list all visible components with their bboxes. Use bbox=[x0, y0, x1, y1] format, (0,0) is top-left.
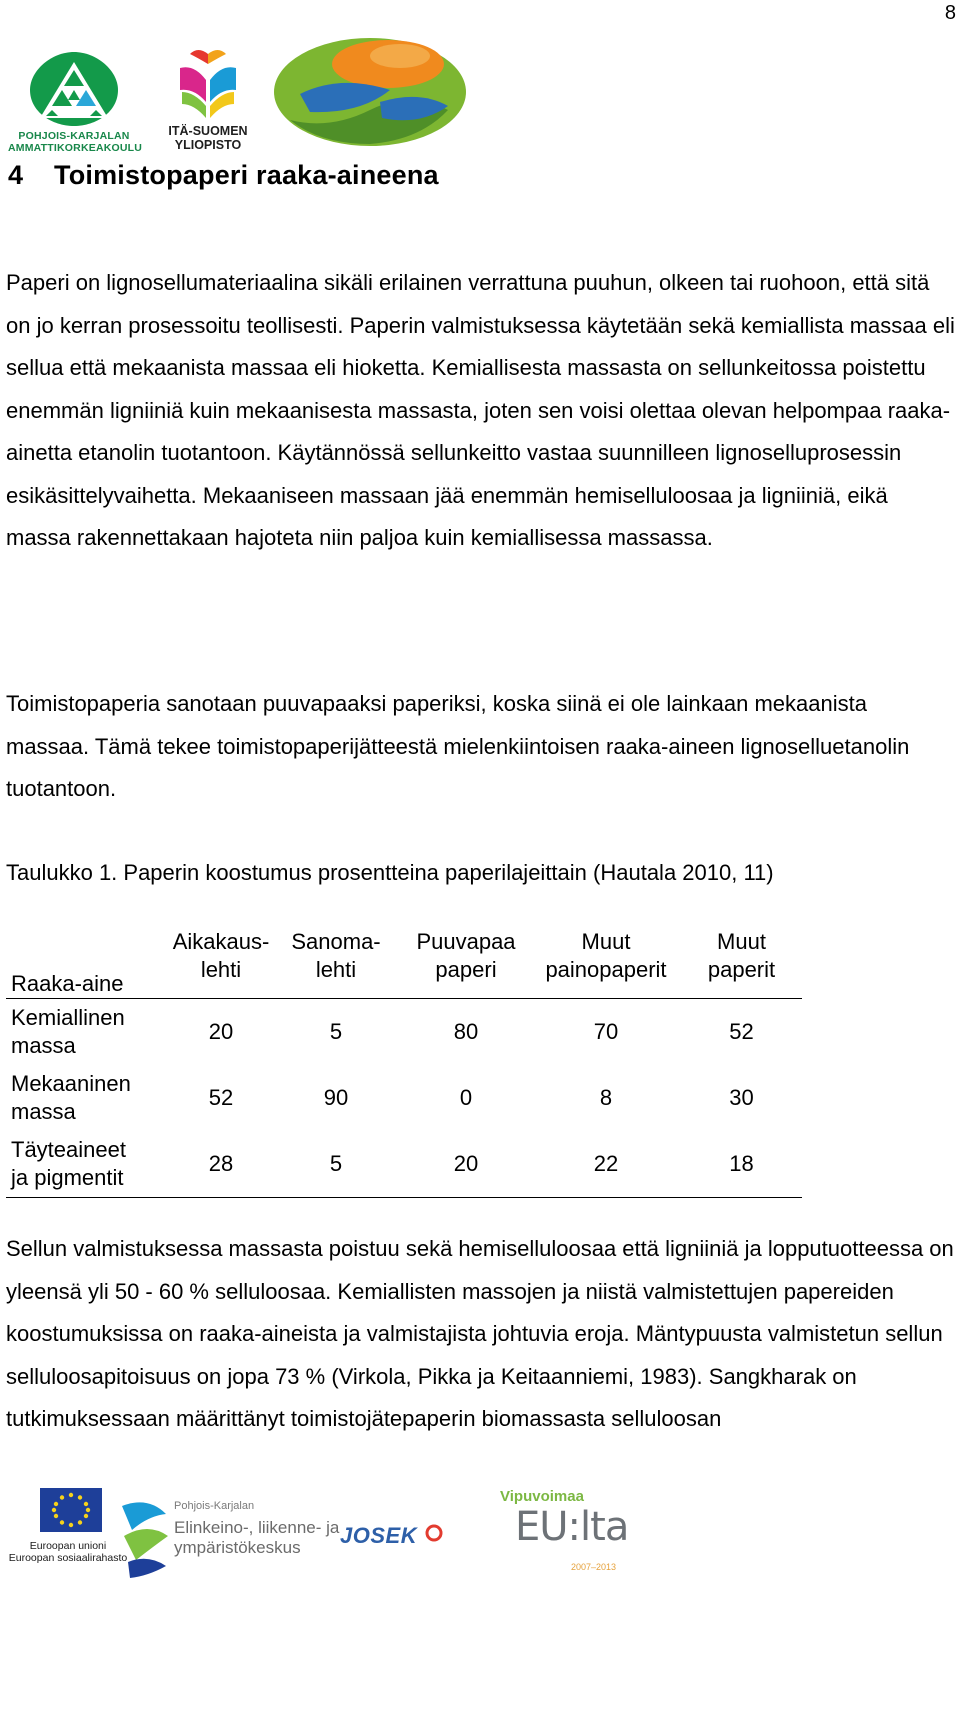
table-row bbox=[6, 1065, 802, 1131]
table-cell: 22 bbox=[593, 1151, 619, 1176]
table-cell: 0 bbox=[459, 1085, 473, 1110]
eu-caption-line-2: Euroopan sosiaalirahasto bbox=[8, 1552, 128, 1564]
paragraph-3: Sellun valmistuksessa massasta poistuu sekä hemiselluloosaa että ligniiniä ja lopputuotteessa on yleensä yli 50 - 60 % selluloosaa. Kemiallisten massojen ja niistä valmistettujen papereiden koostumuksissa on raaka-aineista ja valmistajista johtuvia eroja. Mäntypuusta valmistetun sellun selluloosapitoisuus on jopa 73 % (Virkola, Pikka ja Keitaanniemi, 1983). Sangkharak on tutkimuksessaan määrittänyt toimistojätepaperin biomassasta selluloosan bbox=[6, 1236, 954, 1431]
table-cell: 52 bbox=[208, 1085, 234, 1110]
table-cell: 30 bbox=[729, 1085, 754, 1110]
vipu-main-text: EU:lta bbox=[515, 1504, 629, 1550]
table-cell: 8 bbox=[599, 1085, 613, 1110]
table-cell: 5 bbox=[329, 1019, 343, 1044]
section-title: Toimistopaperi raaka-aineena bbox=[54, 160, 439, 190]
pkamk-caption-line-1: POHJOIS-KARJALAN bbox=[18, 130, 130, 142]
vipu-top-text: Vipuvoimaa bbox=[500, 1488, 584, 1505]
table-header-cell: Muut painopaperit bbox=[545, 929, 667, 982]
eu-logo bbox=[8, 1488, 128, 1578]
table-body bbox=[6, 999, 802, 1198]
uef-caption-line-2: YLIOPISTO bbox=[174, 138, 242, 152]
table-cell: 20 bbox=[208, 1019, 234, 1044]
ely-logo bbox=[118, 1496, 340, 1580]
table-cell: 20 bbox=[453, 1151, 479, 1176]
uef-logo bbox=[168, 46, 248, 156]
header-logos bbox=[8, 28, 478, 158]
uef-caption-line-1: ITÄ-SUOMEN bbox=[168, 124, 248, 138]
table-row-label: Kemiallinen massa bbox=[11, 1005, 125, 1058]
table-cell: 28 bbox=[208, 1151, 234, 1176]
table-header-cell: Sanoma- lehti bbox=[291, 929, 381, 982]
ely-region: Pohjois-Karjalan bbox=[174, 1500, 255, 1512]
page-number: 8 bbox=[944, 2, 956, 24]
section-heading bbox=[8, 160, 439, 191]
table-cell: 80 bbox=[453, 1019, 479, 1044]
pkamk-caption-line-2: AMMATTIKORKEAKOULU bbox=[8, 142, 143, 154]
paragraph-1: Paperi on lignosellumateriaalina sikäli erilainen verrattuna puuhun, olkeen tai ruohoon, että sitä on jo kerran prosessoitu teollisesti. Paperin valmistuksessa käytetään sekä kemiallista massaa eli sellua että mekaanista massaa eli hioketta. Kemiallisesta massasta on sellunkeitossa poistettu enemmän ligniiniä kuin mekaanisesta massasta, joten sen voisi olettaa olevan helpompaa raaka-ainetta etanolin tuotantoon. Käytännössä sellunkeitto vastaa suunnilleen lignoselluprosessin esikäsittelyvaihetta. Mekaaniseen massaan jää enemmän hemiselluloosaa ja ligniiniä, eikä massa rakennettakaan hajoteta niin paljoa kuin kemiallisessa massassa. bbox=[6, 270, 955, 550]
table-header-cell: Raaka-aine bbox=[11, 971, 124, 996]
vipuvoimaa-logo bbox=[475, 1488, 635, 1580]
table-row bbox=[6, 999, 802, 1066]
pkamk-logo bbox=[8, 48, 143, 158]
eu-caption-line-1: Euroopan unioni bbox=[29, 1540, 107, 1552]
partner-logo bbox=[270, 30, 470, 150]
table-cell: 70 bbox=[593, 1019, 619, 1044]
table-cell: 5 bbox=[329, 1151, 343, 1176]
table-header-cell: Aikakaus- lehti bbox=[172, 929, 270, 982]
table-header-cell: Puuvapaa paperi bbox=[416, 929, 516, 982]
josek-wordmark: JOSEK bbox=[340, 1523, 418, 1548]
table-header-cell: Muut paperit bbox=[707, 929, 776, 982]
ely-name-line-2: ympäristökeskus bbox=[174, 1538, 301, 1557]
table-header-row bbox=[6, 918, 802, 999]
table-row-label: Täyteaineet ja pigmentit bbox=[11, 1137, 126, 1190]
table-cell: 90 bbox=[323, 1085, 349, 1110]
ely-name-line-1: Elinkeino-, liikenne- ja bbox=[174, 1518, 340, 1537]
josek-logo bbox=[340, 1523, 440, 1553]
section-number: 4 bbox=[8, 160, 24, 190]
vipu-years: 2007–2013 bbox=[571, 1562, 617, 1572]
paragraph-2: Toimistopaperia sanotaan puuvapaaksi paperiksi, koska siinä ei ole lainkaan mekaanista massaa. Tämä tekee toimistopaperijätteestä mielenkiintoisen raaka-aineen lignoselluetanolin tuotantoon. bbox=[6, 691, 910, 801]
table-cell: 18 bbox=[729, 1151, 754, 1176]
table-row bbox=[6, 1131, 802, 1198]
table-cell: 52 bbox=[729, 1019, 754, 1044]
table-caption: Taulukko 1. Paperin koostumus prosentteina paperilajeittain (Hautala 2010, 11) bbox=[6, 860, 774, 885]
table-row-label: Mekaaninen massa bbox=[11, 1071, 131, 1124]
footer-logos bbox=[0, 1488, 960, 1580]
composition-table bbox=[6, 918, 802, 1198]
